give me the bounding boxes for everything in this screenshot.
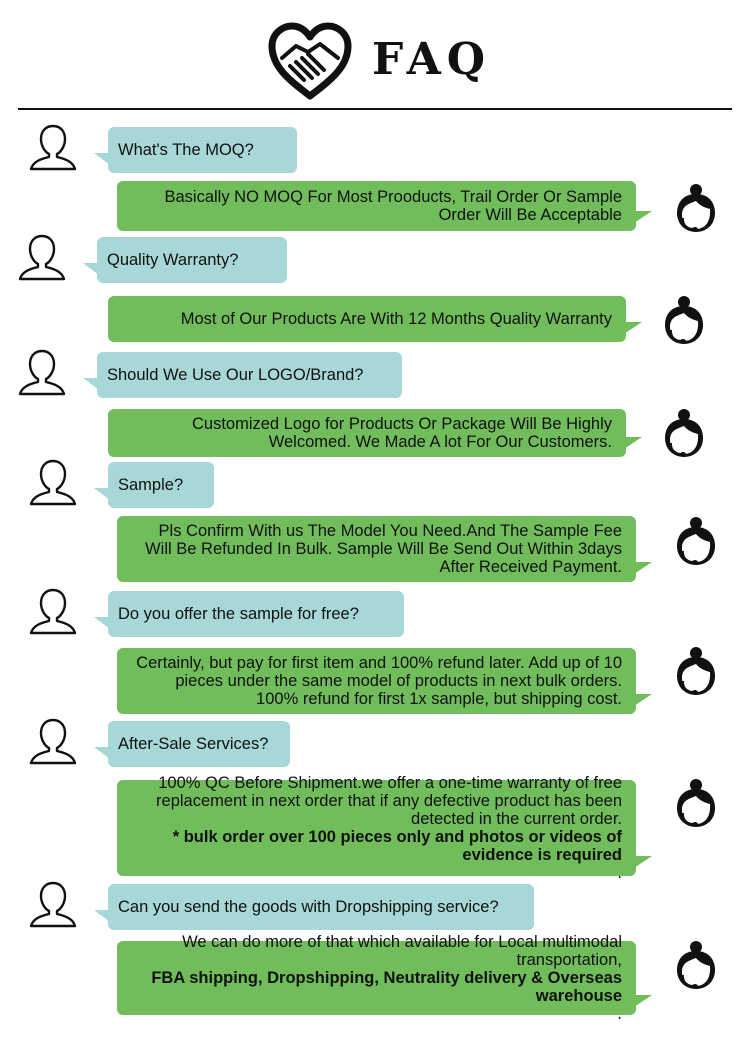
question-bubble: What's The MOQ? <box>108 127 297 173</box>
question-bubble: Quality Warranty? <box>97 237 287 283</box>
support-agent-icon <box>659 294 709 346</box>
heart-handshake-icon <box>268 22 352 100</box>
customer-icon <box>17 232 67 282</box>
customer-icon <box>28 457 78 507</box>
answer-bubble: Most of Our Products Are With 12 Months Quality Warranty <box>108 296 626 342</box>
support-agent-icon <box>671 645 721 697</box>
support-agent-icon <box>671 939 721 991</box>
answer-bubble: Pls Confirm With us The Model You Need.And The Sample Fee Will Be Refunded In Bulk. Sample Will Be Send Out Within 3days After Received Payment. <box>117 516 636 582</box>
customer-icon <box>28 879 78 929</box>
answer-bubble: Customized Logo for Products Or Package Will Be Highly Welcomed. We Made A lot For Our Customers. <box>108 409 626 457</box>
answer-bubble: Basically NO MOQ For Most Prooducts, Trail Order Or Sample Order Will Be Acceptable <box>117 181 636 231</box>
question-bubble: Can you send the goods with Dropshipping service? <box>108 884 534 930</box>
answer-bubble: We can do more of that which available for Local multimodal transportation, FBA shipping, Dropshipping, Neutrality delivery & Overseas warehouse . <box>117 941 636 1015</box>
question-bubble: Sample? <box>108 462 214 508</box>
answer-bubble: 100% QC Before Shipment.we offer a one-time warranty of free replacement in next order that if any defective product has been detected in the current order. * bulk order over 100 pieces only and photos or videos of evidence is required . <box>117 780 636 876</box>
answer-bubble: Certainly, but pay for first item and 100% refund later. Add up of 10 pieces under the same model of products in next bulk orders. 100% refund for first 1x sample, but shipping cost. <box>117 648 636 714</box>
question-bubble: Should We Use Our LOGO/Brand? <box>97 352 402 398</box>
support-agent-icon <box>659 407 709 459</box>
faq-header <box>0 0 750 112</box>
support-agent-icon <box>671 777 721 829</box>
question-bubble: Do you offer the sample for free? <box>108 591 404 637</box>
customer-icon <box>28 122 78 172</box>
page-title: FAQ <box>372 34 492 85</box>
support-agent-icon <box>671 515 721 567</box>
customer-icon <box>28 716 78 766</box>
customer-icon <box>28 586 78 636</box>
header-divider <box>18 108 732 110</box>
question-bubble: After-Sale Services? <box>108 721 290 767</box>
support-agent-icon <box>671 182 721 234</box>
customer-icon <box>17 347 67 397</box>
